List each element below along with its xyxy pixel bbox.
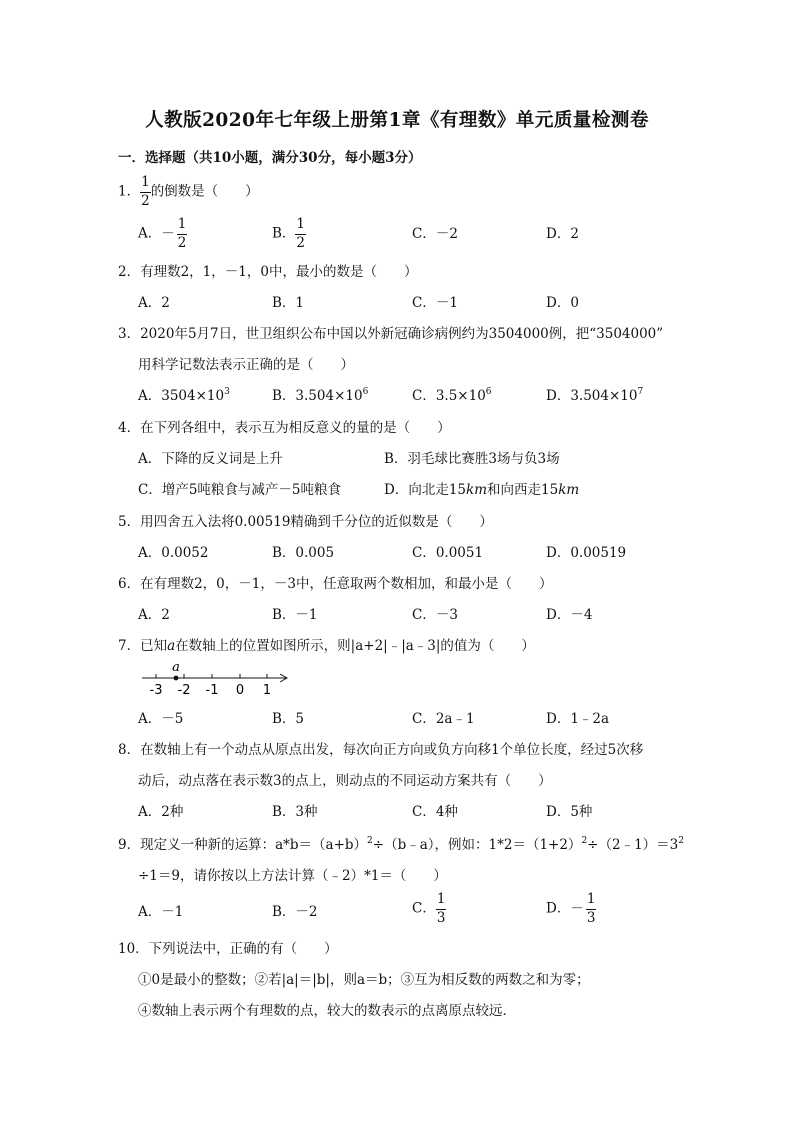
question-10: 10．下列说法中，正确的有（ ）	[118, 941, 338, 957]
question-8-line-1: 8．在数轴上有一个动点从原点出发，每次向正方向或负方向移1个单位长度，经过5次移	[118, 742, 644, 758]
q7-option-b[interactable]: B．5	[272, 711, 305, 727]
question-3-line-2: 用科学记数法表示正确的是（ ）	[138, 357, 354, 373]
section-heading: 一．选择题（共10小题，满分30分，每小题3分）	[118, 150, 422, 166]
q1-option-c[interactable]: C．－2	[412, 226, 458, 242]
number-line-diagram	[140, 660, 290, 696]
q7-option-c[interactable]: C．2a﹣1	[412, 711, 475, 727]
question-8-line-2: 动后，动点落在表示数3的点上，则动点的不同运动方案共有（ ）	[138, 773, 552, 789]
q5-option-d[interactable]: D．0.00519	[546, 545, 627, 561]
q4-option-a[interactable]: A．下降的反义词是上升	[138, 451, 283, 467]
q7-option-d[interactable]: D．1﹣2a	[546, 711, 610, 727]
q8-option-c[interactable]: C．4种	[412, 804, 458, 820]
question-4: 4．在下列各组中，表示互为相反意义的量的是（ ）	[118, 420, 451, 436]
tick-label: -1	[205, 683, 219, 696]
tick-label: -3	[149, 683, 163, 696]
q7-option-a[interactable]: A．－5	[138, 711, 184, 727]
q6-option-c[interactable]: C．－3	[412, 607, 458, 623]
q4-option-d[interactable]: D．向北走15km和向西走15km	[384, 482, 580, 498]
question-5: 5．用四舍五入法将0.00519精确到千分位的近似数是（ ）	[118, 514, 493, 530]
q6-option-b[interactable]: B．－1	[272, 607, 318, 623]
fraction: $\frac{1}{2}$	[141, 174, 150, 209]
q3-option-a[interactable]: A．$3504\times 10^3$	[138, 387, 230, 404]
q9-option-d[interactable]: D．－ $\frac{1}{3}$	[546, 891, 596, 926]
q9-option-a[interactable]: A．－1	[138, 904, 184, 920]
q9-option-c[interactable]: C． $\frac{1}{3}$	[412, 891, 446, 926]
q1-option-d[interactable]: D．2	[546, 226, 579, 242]
q5-option-a[interactable]: A．0.0052	[138, 545, 209, 561]
tick-label: 0	[235, 683, 245, 696]
q3-option-b[interactable]: B．$3.504\times 10^6$	[272, 387, 369, 404]
q8-option-a[interactable]: A．2种	[138, 804, 184, 820]
question-1: 1． $\frac{1}{2}$ 的倒数是（ ）	[118, 174, 259, 209]
q1-option-b[interactable]: B． $\frac{1}{2}$	[272, 216, 306, 251]
q2-option-b[interactable]: B．1	[272, 295, 305, 311]
q5-option-b[interactable]: B．0.005	[272, 545, 335, 561]
q9-option-b[interactable]: B．－2	[272, 904, 318, 920]
fraction: $\frac{1}{2}$	[177, 216, 187, 251]
point-a-marker	[174, 676, 179, 681]
q6-option-d[interactable]: D．－4	[546, 607, 593, 623]
fraction: $\frac{1}{3}$	[586, 891, 596, 926]
question-6: 6．在有理数2，0，－1，－3中，任意取两个数相加，和最小是（ ）	[118, 576, 553, 592]
q6-option-a[interactable]: A．2	[138, 607, 170, 623]
q5-option-c[interactable]: C．0.0051	[412, 545, 484, 561]
q3-option-c[interactable]: C．$3.5\times 10^6$	[412, 387, 492, 404]
question-10-statements-2: ④数轴上表示两个有理数的点，较大的数表示的点离原点较远．	[138, 1003, 516, 1019]
q4-option-c[interactable]: C．增产5吨粮食与减产－5吨粮食	[138, 482, 342, 498]
question-9-line-1: 9．现定义一种新的运算：$a*b=(a+b)^2\div(b﹣a)$，例如：$1*2=(1+2)^2\div(2﹣1)=3^2$	[118, 836, 684, 853]
fraction: $\frac{1}{3}$	[436, 891, 446, 926]
q2-option-a[interactable]: A．2	[138, 295, 170, 311]
question-2: 2．有理数2，1，－1，0中，最小的数是（ ）	[118, 264, 418, 280]
q3-option-d[interactable]: D．$3.504\times 10^7$	[546, 387, 644, 404]
page-title: 人教版2020年七年级上册第1章《有理数》单元质量检测卷	[145, 110, 649, 131]
q1-option-a[interactable]: A．－ $\frac{1}{2}$	[138, 216, 187, 251]
q2-option-c[interactable]: C．－1	[412, 295, 458, 311]
fraction: $\frac{1}{2}$	[296, 216, 306, 251]
question-9-line-2: ÷1＝9，请你按以上方法计算（﹣2）*1＝（ ）	[138, 868, 447, 884]
q8-option-b[interactable]: B．3种	[272, 804, 318, 820]
tick-label: -2	[177, 683, 191, 696]
question-3-line-1: 3．2020年5月7日，世卫组织公布中国以外新冠确诊病例约为3504000例，把“3504000”	[118, 326, 664, 342]
question-10-statements-1: ①0是最小的整数；②若|a|＝|b|，则a＝b；③互为相反数的两数之和为零；	[138, 972, 590, 988]
question-7: 7．已知a在数轴上的位置如图所示，则|a+2|﹣|a﹣3|的值为（ ）	[118, 638, 535, 654]
tick-label: 1	[262, 683, 272, 696]
q4-option-b[interactable]: B．羽毛球比赛胜3场与负3场	[384, 451, 560, 467]
q8-option-d[interactable]: D．5种	[546, 804, 593, 820]
q2-option-d[interactable]: D．0	[546, 295, 579, 311]
point-a-label: a	[172, 660, 180, 675]
